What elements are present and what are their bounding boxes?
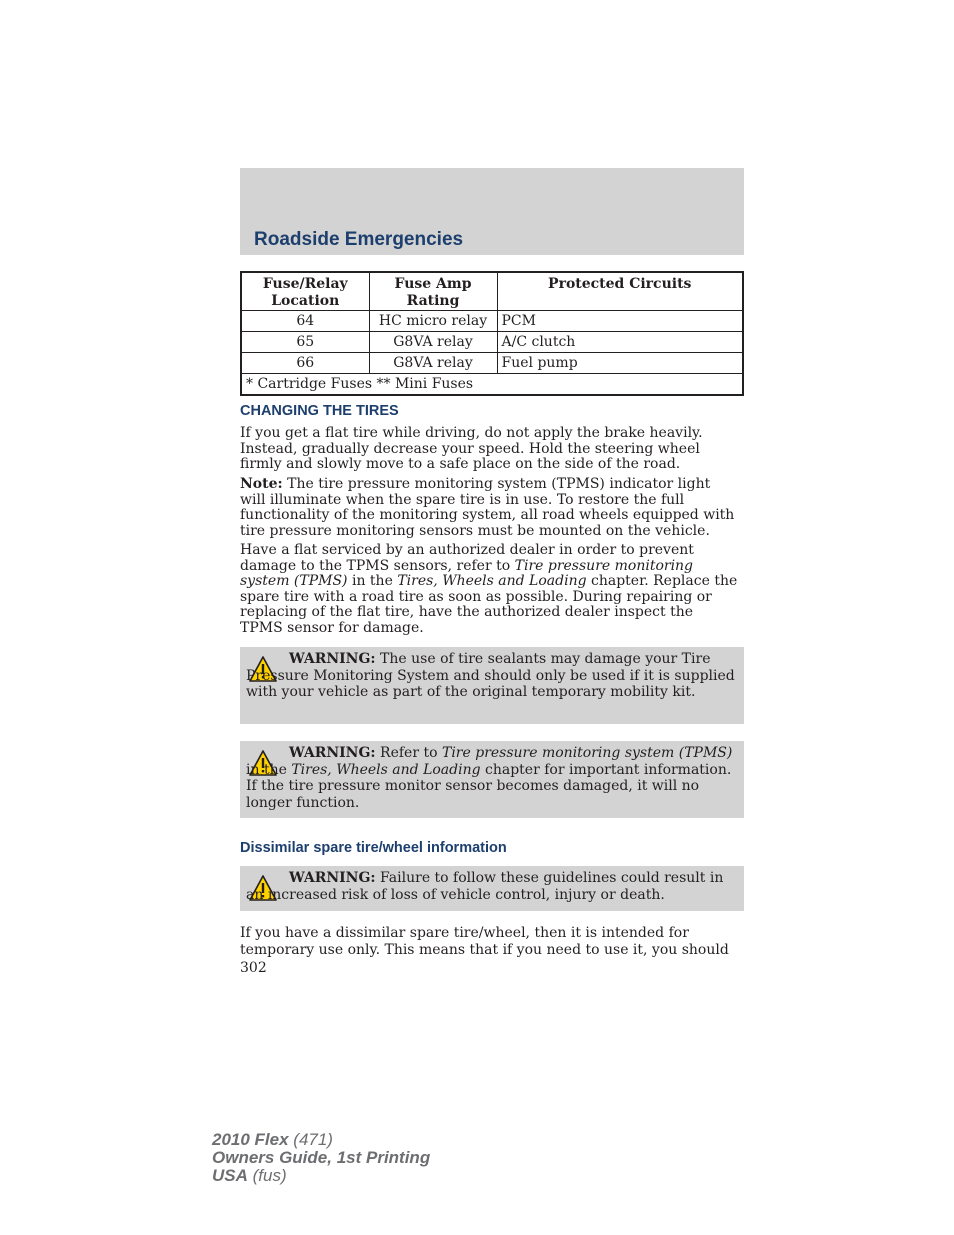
cell-circuit: A/C clutch <box>497 332 743 353</box>
table-row <box>241 311 743 332</box>
warning-text: WARNING: Refer to Tire pressure monitoring system (TPMS) in the Tires, Wheels and Loading chapter for important information. If the tire pressure monitor sensor becomes damaged, it will no longer function. <box>246 745 733 811</box>
warning-box-sealants <box>240 647 744 724</box>
table-row <box>241 353 743 374</box>
column-header-circuits: Protected Circuits <box>497 272 743 311</box>
page-number: 302 <box>240 960 267 976</box>
table-row <box>241 332 743 353</box>
paragraph-service: Have a flat serviced by an authorized dealer in order to prevent damage to the TPMS sensors, refer to Tire pressure monitoring system (TPMS) in the Tires, Wheels and Loading chapter. Replace the spare tire with a road tire as soon as possible. During repairing or replacing of the flat tire, have the authorized dealer inspect the TPMS sensor for damage. <box>240 542 738 636</box>
section-heading-dissimilar-spare: Dissimilar spare tire/wheel information <box>240 840 507 856</box>
warning-label: WARNING: <box>289 870 376 886</box>
table-header-row <box>241 272 743 311</box>
cell-circuit: PCM <box>497 311 743 332</box>
cell-location: 64 <box>241 311 369 332</box>
column-header-location: Fuse/Relay Location <box>241 272 369 311</box>
warning-text: WARNING: Failure to follow these guidelines could result in an increased risk of loss of vehicle control, injury or death. <box>246 870 724 903</box>
paragraph-dissimilar: If you have a dissimilar spare tire/wheel, then it is intended for temporary use only. This means that if you need to use it, you should <box>240 925 729 958</box>
cell-circuit: Fuel pump <box>497 353 743 374</box>
table-footnote: * Cartridge Fuses ** Mini Fuses <box>241 374 743 396</box>
column-header-rating: Fuse Amp Rating <box>369 272 497 311</box>
cell-rating: HC micro relay <box>369 311 497 332</box>
paragraph-note: Note: The tire pressure monitoring system (TPMS) indicator light will illuminate when the spare tire is in use. To restore the full functionality of the monitoring system, all road wheels equipped with tire pressure monitoring sensors must be mounted on the vehicle. <box>240 476 735 539</box>
footer-line-region: USA (fus) <box>212 1166 287 1185</box>
warning-label: WARNING: <box>289 651 376 667</box>
document-footer <box>212 1131 430 1185</box>
cell-rating: G8VA relay <box>369 332 497 353</box>
note-label: Note: <box>240 476 283 492</box>
footer-line-guide: Owners Guide, 1st Printing <box>212 1148 431 1167</box>
warning-box-guidelines <box>240 866 744 911</box>
fuse-table <box>240 271 744 396</box>
warning-text: WARNING: The use of tire sealants may damage your Tire Pressure Monitoring System and should only be used if it is supplied with your vehicle as part of the original temporary mobility kit. <box>246 651 735 700</box>
cell-rating: G8VA relay <box>369 353 497 374</box>
header-band <box>240 168 744 255</box>
page-title: Roadside Emergencies <box>254 229 464 250</box>
section-heading-changing-tires: CHANGING THE TIRES <box>240 403 399 419</box>
cell-location: 65 <box>241 332 369 353</box>
warning-box-tpms <box>240 741 744 818</box>
table-footnote-row <box>241 374 743 396</box>
footer-line-model: 2010 Flex (471) <box>212 1130 333 1149</box>
paragraph-flat-tire: If you get a flat tire while driving, do not apply the brake heavily. Instead, gradually decrease your speed. Hold the steering wheel firmly and slowly move to a safe place on the side of the road. <box>240 425 703 472</box>
cell-location: 66 <box>241 353 369 374</box>
warning-label: WARNING: <box>289 745 376 761</box>
